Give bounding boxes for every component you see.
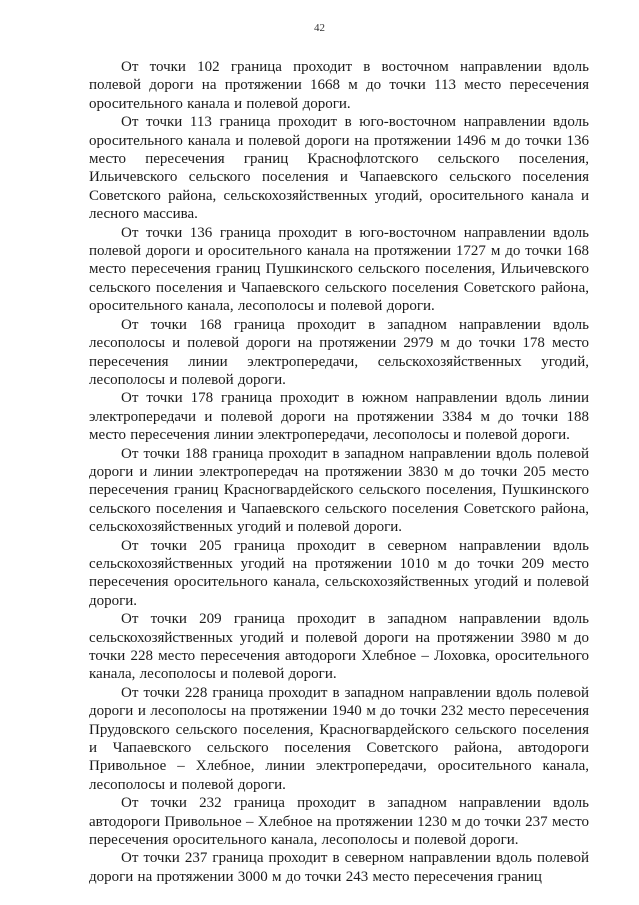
paragraph: От точки 188 граница проходит в западном направлении вдоль полевой дороги и линии электропередач на протяжении 3830 м до точки 205 место пересечения границ Красногвардейского сельского поселения, Пушкинского сельского поселения и Чапаевского сельского поселения Советского района, сельскохозяйственных угодий и полевой дороги.	[89, 445, 589, 536]
paragraph: От точки 228 граница проходит в западном направлении вдоль полевой дороги и лесополосы на протяжении 1940 м до точки 232 место пересечения Прудовского сельского поселения, Красногвардейского сельского поселения и Чапаевского сельского поселения Советского района, автодороги Привольное – Хлебное, линии электропередачи, оросительного канала, лесополосы и полевой дороги.	[89, 684, 589, 793]
paragraph: От точки 209 граница проходит в западном направлении вдоль сельскохозяйственных угодий и полевой дороги на протяжении 3980 м до точки 228 место пересечения автодороги Хлебное – Лоховка, оросительного канала, лесополосы и полевой дороги.	[89, 611, 589, 683]
paragraph: От точки 205 граница проходит в северном направлении вдоль сельскохозяйственных угодий на протяжении 1010 м до точки 209 место пересечения оросительного канала, сельскохозяйственных угодий и полевой дороги.	[89, 537, 589, 609]
paragraph: От точки 178 граница проходит в южном направлении вдоль линии электропередачи и полевой дороги на протяжении 3384 м до точки 188 место пересечения линии электропередачи, лесополосы и полевой дороги.	[89, 390, 589, 444]
paragraph: От точки 237 граница проходит в северном направлении вдоль полевой дороги на протяжении 3000 м до точки 243 место пересечения границ	[89, 850, 589, 885]
paragraph: От точки 168 граница проходит в западном направлении вдоль лесополосы и полевой дороги на протяжении 2979 м до точки 178 место пересечения линии электропередачи, сельскохозяйственных угодий, лесополосы и полевой дороги.	[89, 316, 589, 388]
document-body	[89, 58, 589, 886]
paragraph: От точки 232 граница проходит в западном направлении вдоль автодороги Привольное – Хлебное на протяжении 1230 м до точки 237 место пересечения оросительного канала, лесополосы и полевой дороги.	[89, 795, 589, 849]
paragraph: От точки 136 граница проходит в юго-восточном направлении вдоль полевой дороги и оросительного канала на протяжении 1727 м до точки 168 место пересечения границ Пушкинского сельского поселения, Ильичевского сельского поселения и Чапаевского сельского поселения Советского района, оросительного канала, лесополосы и полевой дороги.	[89, 224, 589, 315]
page-number: 42	[314, 22, 325, 34]
paragraph: От точки 113 граница проходит в юго-восточном направлении вдоль оросительного канала и полевой дороги на протяжении 1496 м до точки 136 место пересечения границ Краснофлотского сельского поселения, Ильичевского сельского поселения и Чапаевского сельского поселения Советского района, сельскохозяйственных угодий, оросительного канала и лесного массива.	[89, 114, 589, 223]
paragraph: От точки 102 граница проходит в восточном направлении вдоль полевой дороги на протяжении 1668 м до точки 113 место пересечения оросительного канала и полевой дороги.	[89, 59, 589, 112]
